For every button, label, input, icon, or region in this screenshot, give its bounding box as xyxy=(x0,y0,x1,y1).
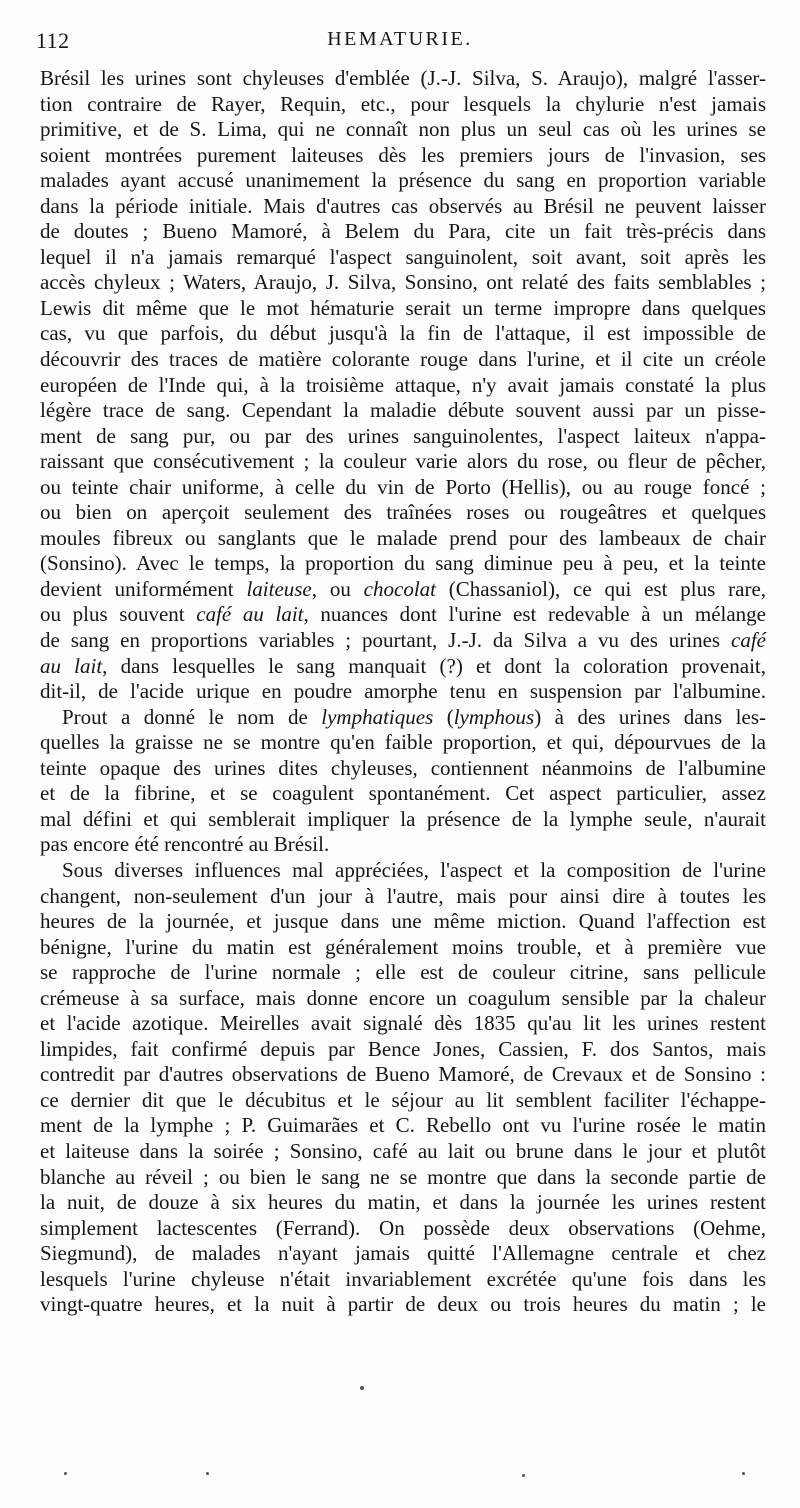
ink-speck xyxy=(360,1386,364,1390)
text-line: de sang en proportions variables ; pourtant, J.-J. da Silva a vu des urines café xyxy=(40,628,766,653)
text-line: Brésil les urines sont chyleuses d'emblée (J.-J. Silva, S. Araujo), malgré l'asser- xyxy=(40,66,766,90)
text-line: vingt-quatre heures, et la nuit à partir de deux ou trois heures du matin ; le xyxy=(40,1292,766,1317)
text-line: teinte opaque des urines dites chyleuses, contiennent néanmoins de l'albumine xyxy=(40,755,766,780)
paragraph xyxy=(40,858,766,1318)
text-line: et l'acide azotique. Meirelles avait signalé dès 1835 qu'au lit les urines restent xyxy=(40,1011,766,1036)
text-line: devient uniformément laiteuse, ou chocolat (Chassaniol), ce qui est plus rare, xyxy=(40,576,767,601)
text-line: cas, vu que parfois, du début jusqu'à la fin de l'attaque, il est impossible de xyxy=(40,321,766,346)
page-number: 112 xyxy=(36,28,70,53)
ink-speck xyxy=(522,1474,525,1477)
text-line: Sous diverses influences mal appréciées, l'aspect et la composition de l'urine xyxy=(62,857,766,882)
text-line: tion contraire de Rayer, Requin, etc., pour lesquels la chylurie n'est jamais xyxy=(40,91,766,116)
text-line: primitive, et de S. Lima, qui ne connaît non plus un seul cas où les urines se xyxy=(40,117,766,142)
text-line: (Sonsino). Avec le temps, la proportion du sang diminue peu à peu, et la teinte xyxy=(40,551,766,576)
running-title: HEMATURIE. xyxy=(327,28,473,50)
text-line: bénigne, l'urine du matin est généralement moins trouble, et à première vue xyxy=(40,934,766,959)
text-line: lequel il n'a jamais remarqué l'aspect sanguinolent, soit avant, soit après les xyxy=(40,244,766,269)
ink-speck xyxy=(742,1472,745,1475)
text-line: Lewis dit même que le mot hématurie serait un terme impropre dans quelques xyxy=(40,295,766,320)
text-line: ce dernier dit que le décubitus et le séjour au lit semblent faciliter l'échappe- xyxy=(40,1087,766,1112)
body-text xyxy=(40,66,766,1318)
text-line: mal défini et qui semblerait impliquer la présence de la lymphe seule, n'aurait xyxy=(40,806,766,831)
text-line: moules fibreux ou sanglants que le malade prend pour des lambeaux de chair xyxy=(40,525,766,550)
text-line: Prout a donné le nom de lymphatiques (lymphous) à des urines dans les- xyxy=(62,704,766,729)
text-line: accès chyleux ; Waters, Araujo, J. Silva, Sonsino, ont relaté des faits semblables ; xyxy=(40,270,766,295)
text-line: ou teinte chair uniforme, à celle du vin de Porto (Hellis), ou au rouge foncé ; xyxy=(40,474,766,499)
text-line: ment de sang pur, ou par des urines sanguinolentes, l'aspect laiteux n'appa- xyxy=(40,423,766,448)
text-line: heures de la journée, et jusque dans une même miction. Quand l'affection est xyxy=(40,909,766,934)
text-line: européen de l'Inde qui, à la troisième attaque, n'y avait jamais constaté la plus xyxy=(40,372,766,397)
text-line: crémeuse à sa surface, mais donne encore un coagulum sensible par la chaleur xyxy=(40,985,766,1010)
text-line: blanche au réveil ; ou bien le sang ne se montre que dans la seconde partie de xyxy=(40,1164,766,1189)
text-line: ou plus souvent café au lait, nuances dont l'urine est redevable à un mélange xyxy=(40,602,766,627)
text-line: dit-il, de l'acide urique en poudre amorphe tenu en suspension par l'albumine. xyxy=(40,679,766,704)
text-line: et laiteuse dans la soirée ; Sonsino, café au lait ou brune dans le jour et plutôt xyxy=(40,1138,766,1163)
text-line: ou bien on aperçoit seulement des traînées roses ou rougeâtres et quelques xyxy=(40,500,766,525)
text-line: la nuit, de douze à six heures du matin, et dans la journée les urines restent xyxy=(40,1190,766,1215)
text-line: de doutes ; Bueno Mamoré, à Belem du Para, cite un fait très-précis dans xyxy=(40,219,766,244)
paragraph xyxy=(40,705,766,858)
text-line: contredit par d'autres observations de Bueno Mamoré, de Crevaux et de Sonsino : xyxy=(40,1062,766,1087)
text-line: légère trace de sang. Cependant la maladie débute souvent aussi par un pisse- xyxy=(40,398,766,423)
text-line: lesquels l'urine chyleuse n'était invariablement excrétée qu'une fois dans les xyxy=(40,1266,766,1291)
text-line: changent, non-seulement d'un jour à l'autre, mais pour ainsi dire à toutes les xyxy=(40,883,766,908)
text-line: simplement lactescentes (Ferrand). On possède deux observations (Oehme, xyxy=(40,1215,766,1240)
text-line: malades ayant accusé unanimement la présence du sang en proportion variable xyxy=(40,168,766,193)
ink-speck xyxy=(206,1472,209,1475)
text-line: pas encore été rencontré au Brésil. xyxy=(40,832,330,857)
text-line: Siegmund), de malades n'ayant jamais quitté l'Allemagne centrale et chez xyxy=(40,1241,766,1266)
text-line: soient montrées purement laiteuses dès les premiers jours de l'invasion, ses xyxy=(40,142,766,167)
ink-speck xyxy=(64,1472,67,1475)
paragraph xyxy=(40,66,766,705)
text-line: limpides, fait confirmé depuis par Bence Jones, Cassien, F. dos Santos, mais xyxy=(40,1036,766,1061)
text-line: découvrir des traces de matière colorante rouge dans l'urine, et il cite un créole xyxy=(40,347,766,372)
text-line: au lait, dans lesquelles le sang manquait (?) et dont la coloration provenait, xyxy=(40,653,766,678)
page-header xyxy=(36,28,764,54)
text-line: se rapproche de l'urine normale ; elle est de couleur citrine, sans pellicule xyxy=(40,960,766,985)
text-line: quelles la graisse ne se montre qu'en faible proportion, et qui, dépourvues de la xyxy=(40,730,766,755)
text-line: et de la fibrine, et se coagulent spontanément. Cet aspect particulier, assez xyxy=(40,781,766,806)
text-line: ment de la lymphe ; P. Guimarães et C. Rebello ont vu l'urine rosée le matin xyxy=(40,1113,766,1138)
text-line: dans la période initiale. Mais d'autres cas observés au Brésil ne peuvent laisser xyxy=(40,193,766,218)
text-line: raissant que consécutivement ; la couleur varie alors du rose, ou fleur de pêcher, xyxy=(40,449,766,474)
